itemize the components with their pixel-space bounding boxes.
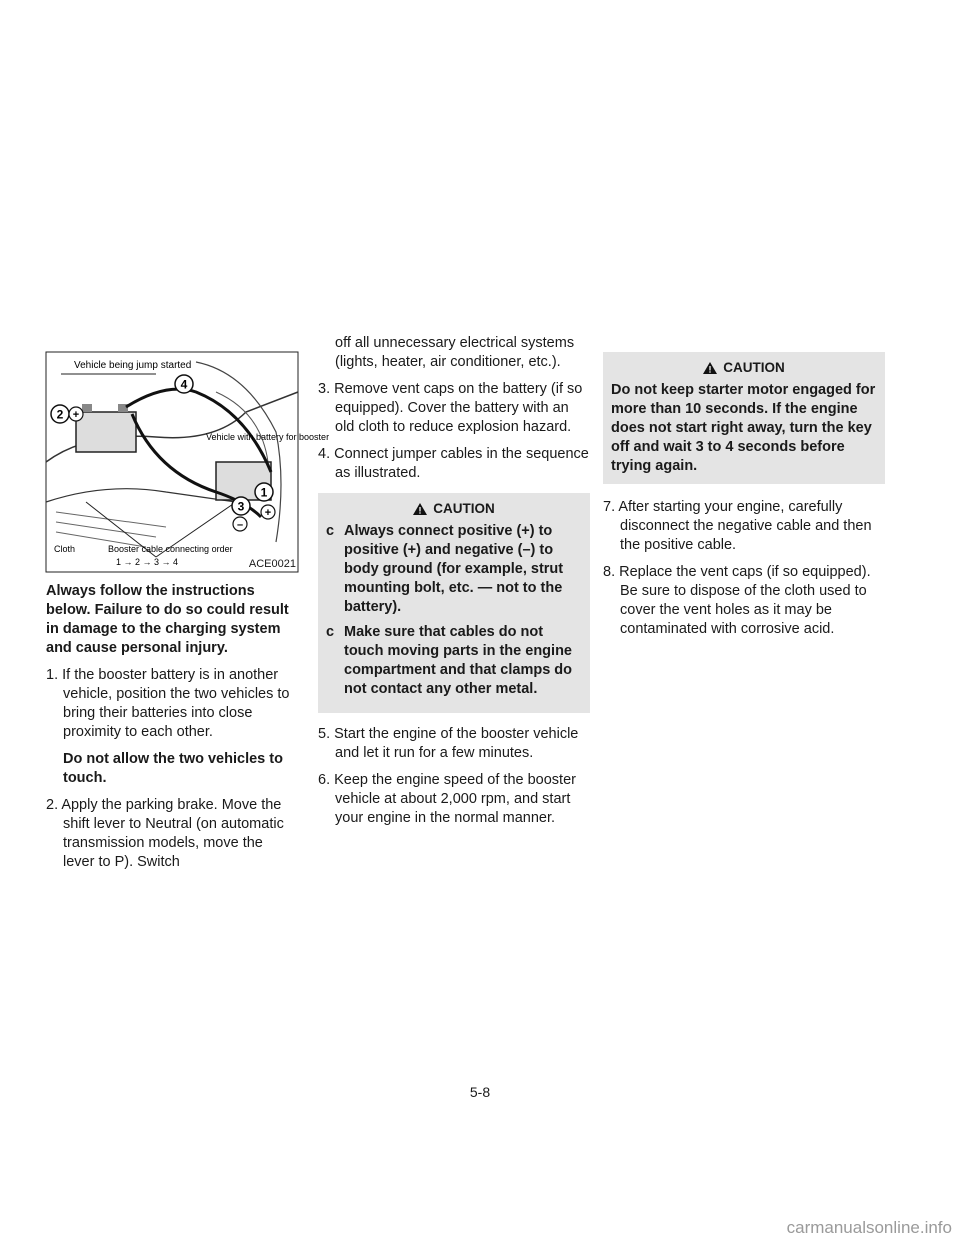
caution-bullet-1-text: Always connect positive (+) to positive (+) and negative (–) to body ground (for example, strut mounting bolt, etc. — not to the battery). bbox=[344, 523, 564, 615]
intro-warning: Always follow the instructions below. Failure to do so could result in damage to the charging system and cause personal injury. bbox=[46, 583, 289, 656]
step-5: 5. Start the engine of the booster vehicle and let it run for a few minutes. bbox=[318, 726, 579, 761]
step-8: 8. Replace the vent caps (if so equipped). Be sure to dispose of the cloth used to cover the vent holes as it may be contaminated with corrosive acid. bbox=[603, 564, 871, 637]
step-2-continued: off all unnecessary electrical systems (lights, heater, air conditioner, etc.). bbox=[335, 335, 575, 370]
step-7: 7. After starting your engine, carefully disconnect the negative cable and then the positive cable. bbox=[603, 499, 872, 553]
bullet-icon: c bbox=[326, 624, 335, 640]
caution-header bbox=[611, 358, 877, 377]
warning-triangle-icon bbox=[703, 362, 717, 374]
column-2 bbox=[318, 334, 590, 836]
step-1: 1. If the booster battery is in another vehicle, position the two vehicles to bring their batteries into close proximity to each other. bbox=[46, 667, 290, 740]
label-booster-cable: Booster cable connecting order bbox=[108, 544, 233, 554]
bullet-icon: c bbox=[326, 523, 335, 539]
caution-bullet-1 bbox=[326, 522, 582, 617]
label-vehicle-booster: Vehicle with battery for booster bbox=[206, 432, 330, 442]
step-6: 6. Keep the engine speed of the booster vehicle at about 2,000 rpm, and start your engine in the normal manner. bbox=[318, 772, 576, 826]
watermark: carmanualsonline.info bbox=[786, 1218, 952, 1237]
page-number: 5-8 bbox=[469, 1084, 491, 1100]
caution-title: CAUTION bbox=[433, 501, 495, 516]
caution-box-1 bbox=[318, 493, 590, 713]
jump-start-illustration bbox=[46, 352, 330, 572]
label-cloth: Cloth bbox=[54, 544, 76, 554]
step-4: 4. Connect jumper cables in the sequence as illustrated. bbox=[318, 446, 589, 481]
step-2: 2. Apply the parking brake. Move the shift lever to Neutral (on automatic transmission models, move the lever to P). Switch bbox=[46, 797, 284, 870]
caution-bullet-2-text: Make sure that cables do not touch moving parts in the engine compartment and that clamps do not contact any other metal. bbox=[344, 624, 573, 697]
warning-triangle-icon bbox=[413, 503, 427, 515]
label-minus: – bbox=[236, 519, 244, 531]
column-3 bbox=[603, 352, 885, 647]
label-n2: 2 bbox=[56, 407, 64, 422]
caution-title: CAUTION bbox=[723, 360, 785, 375]
label-n1: 1 bbox=[260, 485, 268, 500]
caution-header bbox=[326, 499, 582, 518]
caution-bullet-2 bbox=[326, 623, 582, 699]
label-plus-right: + bbox=[264, 507, 272, 519]
label-plus-left: + bbox=[72, 409, 80, 421]
caution-text: Do not keep starter motor engaged for more than 10 seconds. If the engine does not start right away, turn the key off and wait 3 to 4 seconds before trying again. bbox=[611, 382, 876, 474]
label-vehicle-jump: Vehicle being jump started bbox=[74, 360, 192, 371]
caution-box-2 bbox=[603, 352, 885, 484]
step-3: 3. Remove vent caps on the battery (if so equipped). Cover the battery with an old cloth to reduce explosion hazard. bbox=[318, 381, 583, 435]
label-order: 1 → 2 → 3 → 4 bbox=[116, 557, 179, 567]
figure-code: ACE0021 bbox=[248, 558, 296, 570]
label-n4: 4 bbox=[180, 377, 188, 392]
column-1 bbox=[46, 582, 298, 880]
jump-start-diagram bbox=[46, 352, 330, 572]
step-1-note: Do not allow the two vehicles to touch. bbox=[63, 751, 283, 786]
label-n3: 3 bbox=[237, 499, 245, 514]
